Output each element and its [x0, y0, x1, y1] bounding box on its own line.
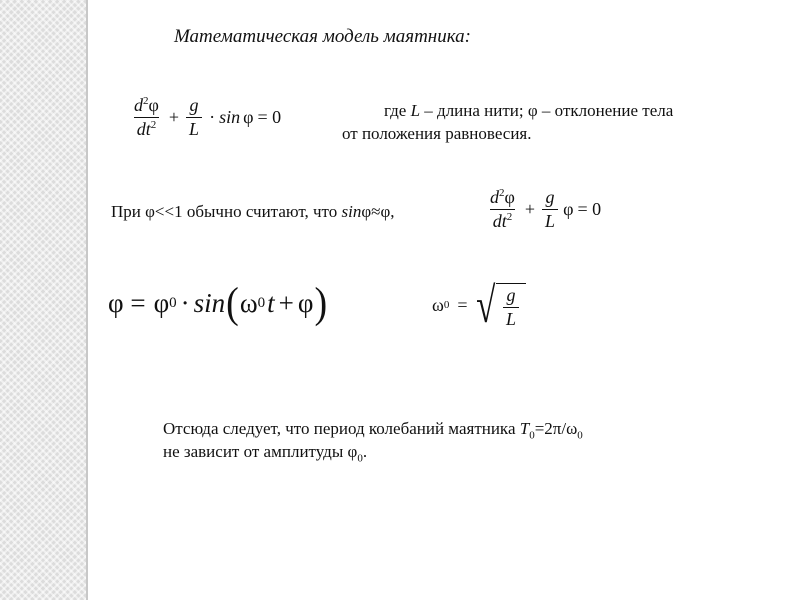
definition-line-1: где L – длина нити; φ – отклонение тела: [384, 101, 674, 120]
g-over-l-fraction: $\frac{g}{L}$: [503, 286, 519, 329]
second-derivative-fraction: $\frac{d^2\varphi}{dt^2}$: [134, 95, 159, 139]
solution-equation: φ = φ 0 · sin ( ω 0 t + φ ): [108, 278, 328, 328]
g-over-l-fraction: $\frac{g}{L}$: [542, 188, 558, 231]
angular-frequency-equation: ω 0 = √ $\frac{g}{L}$: [432, 280, 526, 330]
conclusion-line-2: не зависит от амплитуды $\varphi_0$.: [163, 442, 368, 465]
decorative-side-strip: [0, 0, 86, 600]
second-derivative-fraction: $\frac{d^2\varphi}{dt^2}$: [490, 187, 515, 231]
conclusion-line-1: Отсюда следует, что период колебаний маятника $T_0=2\pi/\omega_0$: [163, 419, 583, 442]
side-strip-edge: [86, 0, 88, 600]
square-root: √ $\frac{g}{L}$: [472, 280, 526, 330]
left-paren: (: [226, 278, 239, 328]
pendulum-equation-nonlinear: $\frac{d^2\varphi}{dt^2}$ + $\frac{g}{L}$ · sin φ = 0: [128, 96, 285, 139]
slide-title: Математическая модель маятника:: [174, 26, 471, 47]
definition-line-2: от положения равновесия.: [342, 124, 532, 143]
g-over-l-fraction: $\frac{g}{L}$: [186, 96, 202, 139]
right-paren: ): [314, 278, 328, 328]
pendulum-equation-linear: $\frac{d^2\varphi}{dt^2}$ + $\frac{g}{L}$ φ = 0: [484, 188, 605, 231]
small-angle-text: При φ<<1 обычно считают, что sinφ≈φ,: [111, 202, 395, 221]
